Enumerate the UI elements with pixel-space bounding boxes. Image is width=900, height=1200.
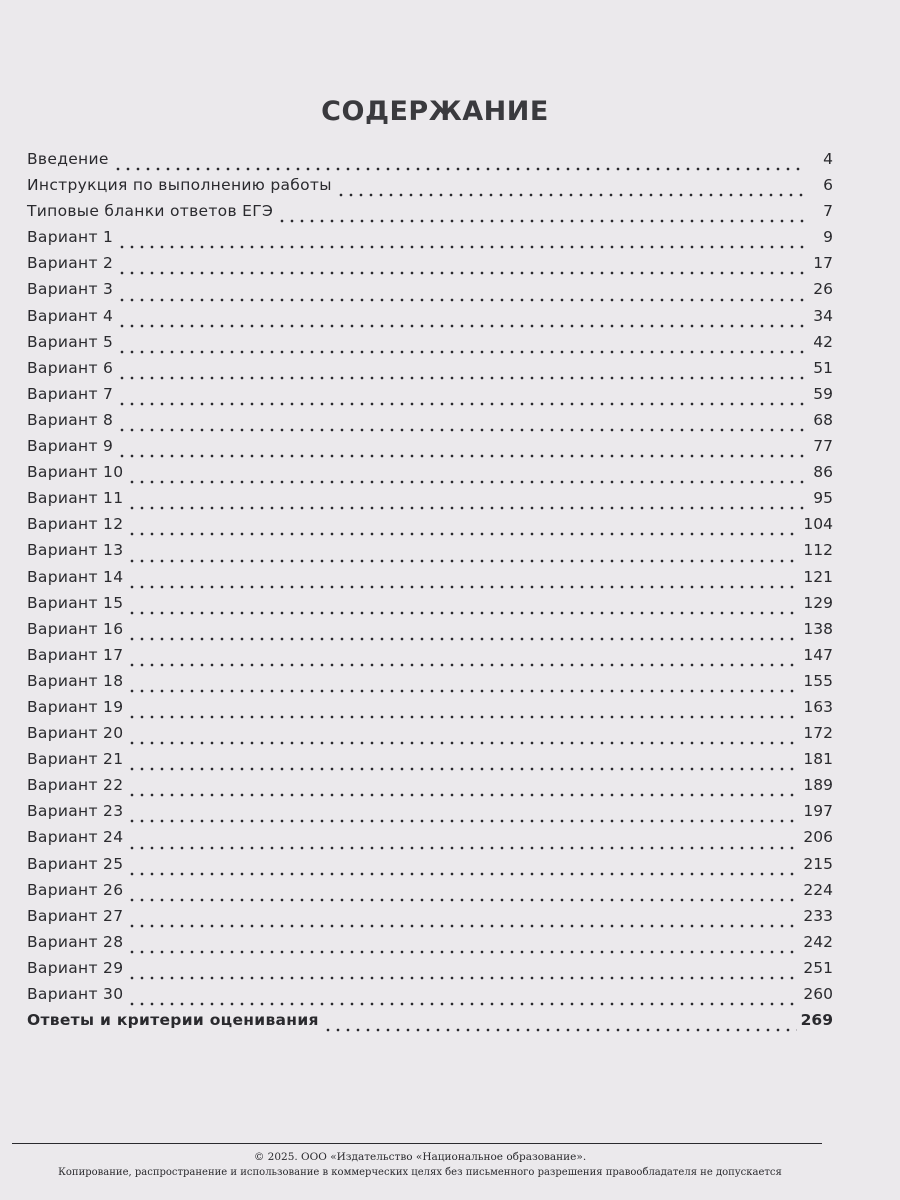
toc-dot-leader	[127, 765, 799, 773]
toc-entry	[27, 489, 833, 515]
toc-entry-label: Вариант 29	[27, 958, 124, 977]
toc-dot-leader	[127, 791, 799, 799]
toc-entry-page: 59	[813, 384, 833, 403]
toc-entry-label: Вариант 26	[27, 880, 124, 899]
toc-entry-label: Вариант 1	[27, 228, 114, 247]
toc-dot-leader	[127, 557, 799, 565]
toc-entry-page: 215	[803, 854, 833, 873]
toc-entry	[27, 202, 833, 228]
toc-entry	[27, 828, 833, 854]
toc-dot-leader	[127, 661, 799, 669]
toc-entry-page: 17	[813, 254, 833, 273]
toc-entry-label: Вариант 4	[27, 306, 114, 325]
toc-entry	[27, 985, 833, 1011]
toc-entry	[27, 1011, 833, 1037]
toc-entry-label: Вариант 8	[27, 410, 114, 429]
toc-entry-label: Вариант 24	[27, 828, 124, 847]
toc-dot-leader	[127, 844, 799, 852]
toc-entry-page: 6	[823, 176, 833, 195]
toc-entry-page: 224	[803, 880, 833, 899]
toc-dot-leader	[127, 974, 799, 982]
toc-entry-page: 104	[803, 515, 833, 534]
footer-notice: Копирование, распространение и использование в коммерческих целях без письменного разрешения правообладателя не допускается	[58, 1167, 782, 1178]
toc-entry-label: Вариант 10	[27, 463, 124, 482]
toc-entry-label: Вариант 27	[27, 906, 124, 925]
toc-entry-label: Введение	[27, 150, 109, 168]
toc-entry-label: Вариант 14	[27, 567, 124, 586]
toc-entry-page: 86	[813, 463, 833, 482]
toc-entry	[27, 672, 833, 698]
toc-dot-leader	[127, 817, 799, 825]
toc-dot-leader	[117, 400, 805, 408]
toc-entry-page: 121	[803, 567, 833, 586]
toc-entry-label: Вариант 15	[27, 593, 124, 612]
toc-entry	[27, 541, 833, 567]
toc-entry	[27, 802, 833, 828]
toc-dot-leader	[127, 713, 799, 721]
toc-entry-page: 206	[803, 828, 833, 847]
table-of-contents	[27, 150, 833, 1037]
toc-entry	[27, 620, 833, 646]
toc-dot-leader	[127, 635, 799, 643]
toc-entry-label: Вариант 9	[27, 437, 114, 456]
toc-entry	[27, 855, 833, 881]
toc-entry-label: Вариант 11	[27, 489, 124, 508]
toc-entry	[27, 437, 833, 463]
toc-entry-page: 4	[823, 150, 833, 168]
toc-entry	[27, 280, 833, 306]
toc-entry-page: 51	[813, 358, 833, 377]
toc-dot-leader	[113, 165, 805, 173]
toc-entry-label: Вариант 18	[27, 671, 124, 690]
toc-entry-label: Вариант 16	[27, 619, 124, 638]
toc-entry-page: 260	[803, 985, 833, 1003]
toc-entry-label: Вариант 20	[27, 724, 124, 743]
toc-entry	[27, 176, 833, 202]
toc-dot-leader	[127, 609, 799, 617]
toc-entry	[27, 933, 833, 959]
toc-entry	[27, 254, 833, 280]
toc-entry-label: Вариант 3	[27, 280, 114, 299]
toc-entry-label: Вариант 17	[27, 645, 124, 664]
toc-entry-page: 129	[803, 593, 833, 612]
toc-entry-label: Вариант 6	[27, 358, 114, 377]
toc-dot-leader	[117, 322, 805, 330]
toc-entry-page: 147	[803, 645, 833, 664]
toc-entry	[27, 698, 833, 724]
toc-entry	[27, 411, 833, 437]
toc-entry	[27, 724, 833, 750]
toc-entry-page: 242	[803, 932, 833, 951]
toc-entry	[27, 150, 833, 176]
toc-dot-leader	[117, 348, 805, 356]
toc-dot-leader	[117, 269, 805, 277]
toc-dot-leader	[127, 1000, 799, 1008]
toc-entry	[27, 646, 833, 672]
toc-entry-page: 251	[803, 958, 833, 977]
toc-entry-label: Вариант 5	[27, 332, 114, 351]
toc-entry-label: Вариант 7	[27, 384, 114, 403]
toc-entry-label: Типовые бланки ответов ЕГЭ	[27, 202, 274, 221]
toc-entry-page: 68	[813, 410, 833, 429]
toc-entry-label: Вариант 2	[27, 254, 114, 273]
toc-entry-page: 9	[823, 228, 833, 247]
toc-dot-leader	[127, 739, 799, 747]
toc-entry-label: Вариант 30	[27, 985, 124, 1003]
toc-entry-label: Вариант 22	[27, 776, 124, 795]
toc-dot-leader	[117, 374, 805, 382]
toc-entry-page: 95	[813, 489, 833, 508]
toc-dot-leader	[127, 948, 799, 956]
page-title: СОДЕРЖАНИЕ	[321, 96, 549, 127]
toc-entry-label: Инструкция по выполнению работы	[27, 176, 332, 195]
toc-entry	[27, 959, 833, 985]
toc-entry	[27, 333, 833, 359]
toc-dot-leader	[127, 478, 805, 486]
toc-entry-label: Вариант 25	[27, 854, 124, 873]
footer-divider	[12, 1143, 822, 1144]
toc-entry-page: 233	[803, 906, 833, 925]
toc-entry-page: 197	[803, 802, 833, 821]
toc-entry-label: Вариант 12	[27, 515, 124, 534]
toc-entry-label: Вариант 13	[27, 541, 124, 560]
toc-entry-label: Вариант 21	[27, 750, 124, 769]
toc-dot-leader	[117, 296, 805, 304]
toc-entry	[27, 907, 833, 933]
toc-entry-page: 163	[803, 697, 833, 716]
toc-entry	[27, 463, 833, 489]
toc-dot-leader	[127, 530, 799, 538]
toc-dot-leader	[127, 922, 799, 930]
toc-entry-page: 181	[803, 750, 833, 769]
toc-dot-leader	[117, 426, 805, 434]
toc-dot-leader	[277, 217, 805, 225]
toc-entry-page: 7	[823, 202, 833, 221]
toc-entry-label: Ответы и критерии оценивания	[27, 1011, 319, 1030]
toc-entry-page: 34	[813, 306, 833, 325]
toc-entry	[27, 568, 833, 594]
toc-entry	[27, 359, 833, 385]
toc-dot-leader	[117, 452, 805, 460]
toc-entry-page: 112	[803, 541, 833, 560]
toc-dot-leader	[127, 687, 799, 695]
toc-entry-label: Вариант 23	[27, 802, 124, 821]
toc-entry	[27, 750, 833, 776]
toc-entry-page: 172	[803, 724, 833, 743]
toc-entry-label: Вариант 28	[27, 932, 124, 951]
toc-entry-label: Вариант 19	[27, 697, 124, 716]
toc-entry-page: 42	[813, 332, 833, 351]
toc-dot-leader	[127, 896, 799, 904]
toc-entry	[27, 881, 833, 907]
toc-entry-page: 77	[813, 437, 833, 456]
toc-dot-leader	[117, 243, 805, 251]
toc-entry	[27, 307, 833, 333]
toc-entry-page: 155	[803, 671, 833, 690]
toc-entry-page: 269	[800, 1011, 833, 1030]
toc-dot-leader	[323, 1026, 797, 1034]
toc-entry	[27, 515, 833, 541]
footer-copyright: © 2025. ООО «Издательство «Национальное образование».	[253, 1151, 587, 1163]
toc-entry	[27, 385, 833, 411]
toc-entry-page: 138	[803, 619, 833, 638]
toc-entry	[27, 776, 833, 802]
toc-entry	[27, 594, 833, 620]
toc-entry-page: 189	[803, 776, 833, 795]
toc-dot-leader	[127, 870, 799, 878]
toc-entry	[27, 228, 833, 254]
toc-dot-leader	[127, 583, 799, 591]
toc-dot-leader	[336, 191, 805, 199]
toc-dot-leader	[127, 504, 805, 512]
toc-entry-page: 26	[813, 280, 833, 299]
